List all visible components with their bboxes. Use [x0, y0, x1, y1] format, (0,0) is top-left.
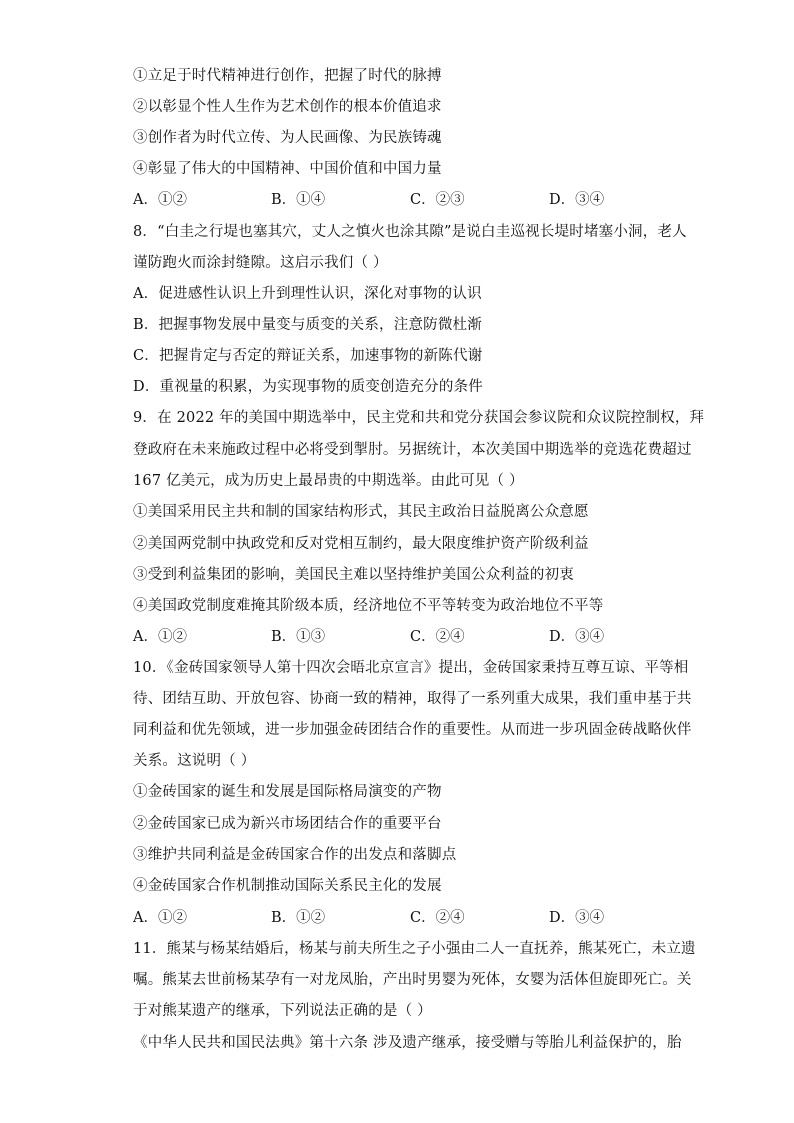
q9-item-4: ④美国政党制度难掩其阶级本质，经济地位不平等转变为政治地位不平等 — [133, 598, 604, 614]
q9-item-1: ①美国采用民主共和制的国家结构形式，其民主政治日益脱离公众意愿 — [133, 504, 589, 520]
q7-item-3: ③创作者为时代立传、为人民画像、为民族铸魂 — [133, 130, 442, 146]
q10-stem-line-2: 待、团结互助、开放包容、协商一致的精神，取得了一系列重大成果，我们重申基于共 — [133, 691, 692, 707]
q8-option-c: C．把握肯定与否定的辩证关系，加速事物的新陈代谢 — [133, 348, 483, 364]
q10-stem-line-3: 同利益和优先领域，进一步加强金砖团结合作的重要性。从而进一步巩固金砖战略伙伴 — [133, 722, 692, 738]
q11-stem-line-2: 嘱。熊某去世前杨某孕有一对龙凤胎，产出时男婴为死体，女婴为活体但旋即死亡。关 — [133, 972, 692, 988]
q7-item-1: ①立足于时代精神进行创作，把握了时代的脉搏 — [133, 68, 442, 84]
q8-stem-line-2: 谨防跑火而涂封缝隙。这启示我们（ ） — [133, 255, 388, 271]
q10-stem-line-4: 关系。这说明（ ） — [133, 753, 256, 769]
q11-stem-line-4: 《中华人民共和国民法典》第十六条 涉及遗产继承，接受赠与等胎儿利益保护的，胎 — [133, 1035, 682, 1051]
q7-item-4: ④彰显了伟大的中国精神、中国价值和中国力量 — [133, 161, 442, 177]
q7-option-d: D．③④ — [549, 192, 605, 208]
q10-stem-line-1: 10．《金砖国家领导人第十四次会晤北京宣言》提出，金砖国家秉持互尊互谅、平等相 — [133, 660, 689, 676]
q11-stem-line-1: 11．熊某与杨某结婚后，杨某与前夫所生之子小强由二人一直抚养，熊某死亡，未立遗 — [133, 941, 696, 957]
q9-stem-line-2: 登政府在未来施政过程中必将受到掣肘。另据统计，本次美国中期选举的竞选花费超过 — [133, 442, 692, 458]
q10-option-d: D．③④ — [549, 910, 605, 926]
q9-option-c: C．②④ — [410, 629, 465, 645]
q8-option-a: A．促进感性认识上升到理性认识，深化对事物的认识 — [133, 286, 482, 302]
q9-option-b: B．①③ — [271, 629, 326, 645]
q7-option-b: B．①④ — [271, 192, 326, 208]
q10-option-c: C．②④ — [410, 910, 465, 926]
q7-item-2: ②以彰显个性人生作为艺术创作的根本价值追求 — [133, 99, 442, 115]
q9-option-d: D．③④ — [549, 629, 605, 645]
q9-item-2: ②美国两党制中执政党和反对党相互制约，最大限度维护资产阶级利益 — [133, 536, 589, 552]
q10-item-3: ③维护共同利益是金砖国家合作的出发点和落脚点 — [133, 847, 457, 863]
q10-option-b: B．①② — [271, 910, 326, 926]
q9-stem-line-1: 9．在 2022 年的美国中期选举中，民主党和共和党分获国会参议院和众议院控制权，拜 — [133, 410, 705, 426]
q9-option-a: A．①② — [133, 629, 187, 645]
q10-option-a: A．①② — [133, 910, 187, 926]
q10-item-1: ①金砖国家的诞生和发展是国际格局演变的产物 — [133, 784, 442, 800]
q7-option-a: A．①② — [133, 192, 187, 208]
q8-option-b: B．把握事物发展中量变与质变的关系，注意防微杜渐 — [133, 317, 482, 333]
q9-item-3: ③受到利益集团的影响，美国民主难以坚持维护美国公众利益的初衷 — [133, 567, 574, 583]
q11-stem-line-3: 于对熊某遗产的继承，下列说法正确的是（ ） — [133, 1003, 432, 1019]
q10-item-2: ②金砖国家已成为新兴市场团结合作的重要平台 — [133, 816, 442, 832]
q9-stem-line-3: 167 亿美元，成为历史上最昂贵的中期选举。由此可见（ ） — [133, 473, 524, 489]
q8-stem-line-1: 8．“白圭之行堤也塞其穴，丈人之慎火也涂其隙”是说白圭巡视长堤时堵塞小洞，老人 — [133, 224, 687, 240]
q7-option-c: C．②③ — [410, 192, 465, 208]
q8-option-d: D．重视量的积累，为实现事物的质变创造充分的条件 — [133, 379, 483, 395]
q10-item-4: ④金砖国家合作机制推动国际关系民主化的发展 — [133, 878, 442, 894]
